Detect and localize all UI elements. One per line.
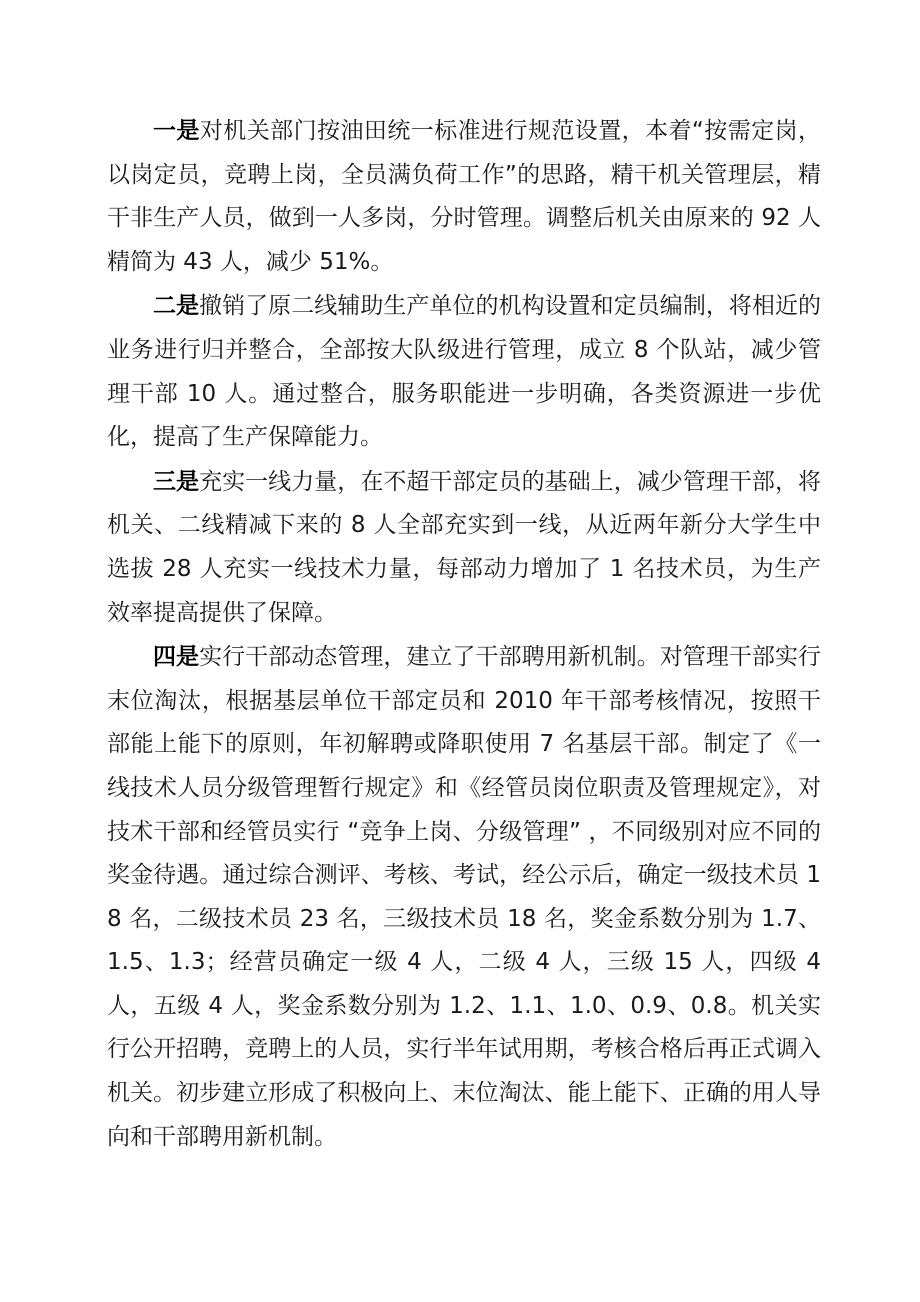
paragraph-4-lead: 四是: [153, 644, 200, 671]
paragraph-1: [107, 110, 821, 284]
paragraph-3-text: 充实一线力量，在不超干部定员的基础上，减少管理干部，将机关、二线精减下来的 8 人全部充实到一线，从近两年新分大学生中选拔 28 人充实一线技术力量，每部动力增加了 1 名技术员，为生产效率提高提供了保障。: [107, 468, 822, 626]
paragraph-4: [107, 636, 821, 1159]
paragraph-4-text: 实行干部动态管理，建立了干部聘用新机制。对管理干部实行末位淘汰，根据基层单位干部定员和 2010 年干部考核情况，按照干部能上能下的原则，年初解聘或降职使用 7 名基层干部。制定了《一线技术人员分级管理暂行规定》和《经管员岗位职责及管理规定》，对技术干部和经管员实行 “竞争上岗、分级管理” ，不同级别对应不同的奖金待遇。通过综合测评、考核、考试，经公示后，确定一级技术员 18 名，二级技术员 23 名，三级技术员 18 名，奖金系数分别为 1.7、1.5、1.3；经营员确定一级 4 人，二级 4 人，三级 15 人，四级 4 人，五级 4 人，奖金系数分别为 1.2、1.1、1.0、0.9、0.8。机关实行公开招聘，竞聘上的人员，实行半年试用期，考核合格后再正式调入机关。初步建立形成了积极向上、末位淘汰、能上能下、正确的用人导向和干部聘用新机制。: [107, 644, 822, 1150]
paragraph-2-text: 撤销了原二线辅助生产单位的机构设置和定员编制，将相近的业务进行归并整合，全部按大队级进行管理，成立 8 个队站，减少管理干部 10 人。通过整合，服务职能进一步明确，各类资源进一步优化，提高了生产保障能力。: [107, 293, 822, 451]
document-body: [107, 110, 821, 1160]
paragraph-2-lead: 二是: [153, 293, 200, 320]
paragraph-3: [107, 461, 821, 635]
paragraph-2: [107, 285, 821, 459]
paragraph-1-lead: 一是: [153, 118, 200, 144]
paragraph-1-text: 对机关部门按油田统一标准进行规范设置，本着“按需定岗，以岗定员，竞聘上岗，全员满负荷工作”的思路，精干机关管理层，精干非生产人员，做到一人多岗，分时管理。调整后机关由原来的 92 人精简为 43 人，减少 51%。: [107, 118, 822, 275]
paragraph-3-lead: 三是: [153, 468, 200, 495]
